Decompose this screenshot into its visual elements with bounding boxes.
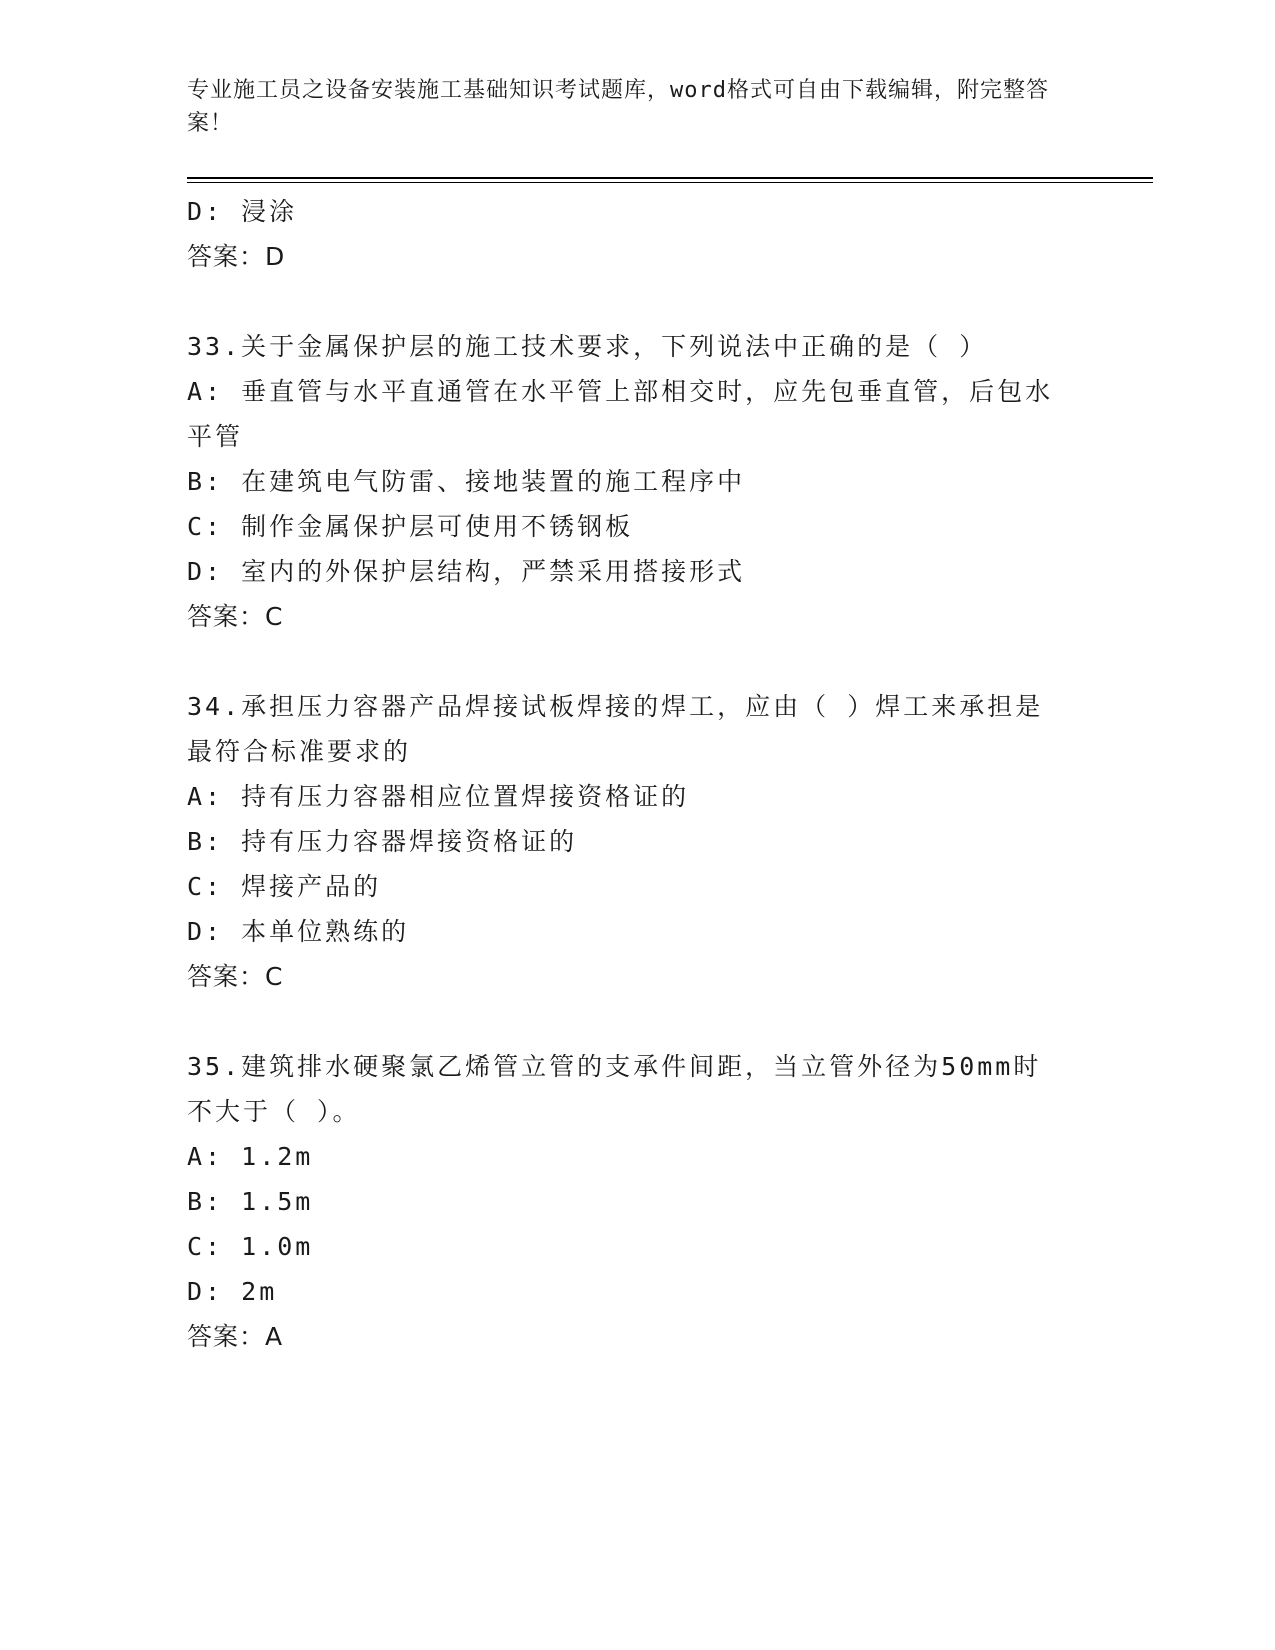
answer-line: 答案：C <box>187 962 284 991</box>
option-d: D: 本单位熟练的 <box>187 917 410 946</box>
previous-question-tail <box>187 189 1087 279</box>
option-b: B: 在建筑电气防雷、接地装置的施工程序中 <box>187 467 746 496</box>
option-d: D: 2m <box>187 1277 278 1306</box>
question-stem: 33.关于金属保护层的施工技术要求，下列说法中正确的是（ ） <box>187 332 988 361</box>
header-divider-thin <box>187 182 1153 183</box>
question-stem: 34.承担压力容器产品焊接试板焊接的焊工，应由（ ）焊工来承担是最符合标准要求的 <box>187 692 1044 766</box>
answer-line: 答案：D <box>187 242 286 271</box>
option-d: D: 浸涂 <box>187 197 298 226</box>
answer-line: 答案：A <box>187 1322 284 1351</box>
option-b: B: 持有压力容器焊接资格证的 <box>187 827 578 856</box>
option-a: A: 1.2m <box>187 1142 314 1171</box>
question-34 <box>187 684 1087 999</box>
option-a: A: 持有压力容器相应位置焊接资格证的 <box>187 782 690 811</box>
question-list <box>187 189 1087 1359</box>
option-c: C: 焊接产品的 <box>187 872 382 901</box>
option-a: A: 垂直管与水平直通管在水平管上部相交时，应先包垂直管，后包水平管 <box>187 377 1054 451</box>
option-c: C: 1.0m <box>187 1232 314 1261</box>
question-35 <box>187 1044 1087 1359</box>
option-b: B: 1.5m <box>187 1187 314 1216</box>
document-header: 专业施工员之设备安装施工基础知识考试题库，word格式可自由下载编辑，附完整答案！ <box>187 78 1049 136</box>
option-d: D: 室内的外保护层结构，严禁采用搭接形式 <box>187 557 746 586</box>
question-stem: 35.建筑排水硬聚氯乙烯管立管的支承件间距，当立管外径为50mm时不大于（ ）。 <box>187 1052 1042 1126</box>
answer-line: 答案：C <box>187 602 284 631</box>
header-divider-thick <box>187 177 1153 179</box>
option-c: C: 制作金属保护层可使用不锈钢板 <box>187 512 634 541</box>
question-33 <box>187 324 1087 639</box>
